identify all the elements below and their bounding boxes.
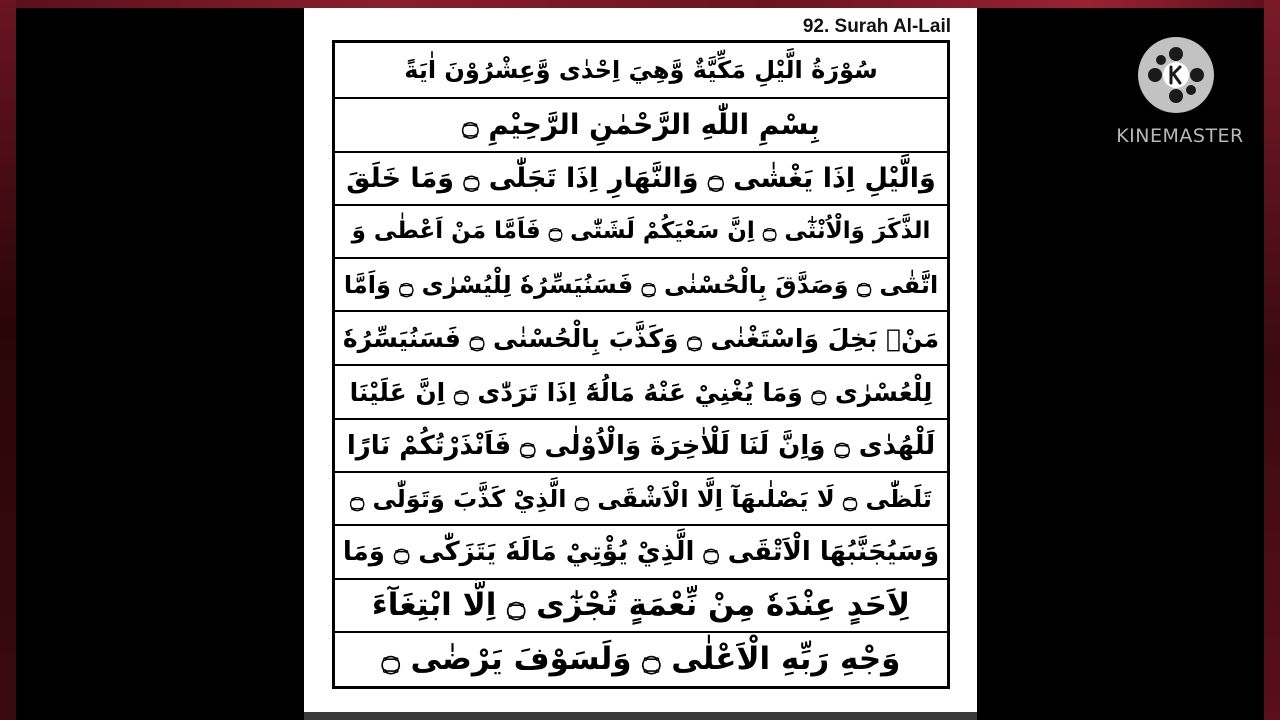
verse-line bbox=[335, 153, 947, 206]
surah-header-row bbox=[335, 43, 947, 99]
kinemaster-logo-svg bbox=[1138, 37, 1214, 113]
bismillah-row bbox=[335, 99, 947, 153]
verse-line-text: مَنْۢ بَخِلَ وَاسْتَغْنٰى ۝ وَكَذَّبَ بِالْحُسْنٰى ۝ فَسَنُيَسِّرُهٗ bbox=[342, 323, 940, 353]
verse-line-text: وَسَيُجَنَّبُهَا الْاَتْقَى ۝ الَّذِيْ يُؤْتِيْ مَالَهٗ يَتَزَكّٰى ۝ وَمَا bbox=[342, 537, 940, 567]
verse-line-text: وَالَّيْلِ اِذَا يَغْشٰى ۝ وَالنَّهَارِ اِذَا تَجَلّٰى ۝ وَمَا خَلَقَ bbox=[346, 163, 936, 194]
verse-line bbox=[335, 206, 947, 259]
backdrop-top-strip bbox=[0, 0, 1280, 8]
verse-line bbox=[335, 312, 947, 366]
verse-line bbox=[335, 366, 947, 420]
verse-line bbox=[335, 526, 947, 580]
verse-line bbox=[335, 633, 947, 686]
verse-line bbox=[335, 473, 947, 526]
kinemaster-watermark-text: KINEMASTER bbox=[1116, 125, 1244, 147]
verse-line bbox=[335, 420, 947, 473]
backdrop-right-strip bbox=[1264, 0, 1280, 720]
text-frame bbox=[332, 40, 950, 689]
verse-line-text: وَجْهِ رَبِّهِ الْاَعْلٰى ۝ وَلَسَوْفَ يَرْضٰى ۝ bbox=[381, 641, 901, 677]
verse-line-text: تَلَظّٰى ۝ لَا يَصْلٰىهَآ اِلَّا الْاَشْقَى ۝ الَّذِيْ كَذَّبَ وَتَوَلّٰى ۝ bbox=[350, 484, 932, 513]
verse-line-text: لِلْعُسْرٰى ۝ وَمَا يُغْنِيْ عَنْهُ مَالُهٗٓ اِذَا تَرَدّٰى ۝ اِنَّ عَلَيْنَا bbox=[349, 377, 933, 407]
verse-line bbox=[335, 259, 947, 312]
surah-header-text: سُوْرَةُ الَّيْلِ مَكِّيَّةٌ وَّهِيَ اِحْدٰى وَّعِشْرُوْنَ اٰيَةً bbox=[404, 56, 878, 84]
verse-line-text: لِاَحَدٍ عِنْدَهٗ مِنْ نِّعْمَةٍ تُجْزٰٓى ۝ اِلَّا ابْتِغَآءَ bbox=[371, 587, 911, 623]
surah-title: 92. Surah Al-Lail bbox=[802, 16, 951, 37]
kinemaster-k-logo-icon bbox=[1138, 37, 1214, 113]
verse-line-text: اتَّقٰى ۝ وَصَدَّقَ بِالْحُسْنٰى ۝ فَسَنُيَسِّرُهٗ لِلْيُسْرٰى ۝ وَاَمَّا bbox=[343, 270, 939, 299]
quran-page bbox=[304, 8, 977, 712]
verse-line bbox=[335, 580, 947, 633]
verse-line-text: لَلْهُدٰى ۝ وَاِنَّ لَنَا لَلْاٰخِرَةَ وَالْاُوْلٰى ۝ فَاَنْذَرْتُكُمْ نَارًا bbox=[346, 430, 936, 461]
bismillah-text: بِسْمِ اللّٰهِ الرَّحْمٰنِ الرَّحِيْمِ ۝ bbox=[462, 108, 820, 141]
page-bottom-edge bbox=[304, 712, 977, 720]
verse-line-text: الذَّكَرَ وَالْاُنْثٰٓى ۝ اِنَّ سَعْيَكُمْ لَشَتّٰى ۝ فَاَمَّا مَنْ اَعْطٰى وَ bbox=[351, 218, 931, 244]
backdrop-left-strip bbox=[0, 0, 16, 720]
